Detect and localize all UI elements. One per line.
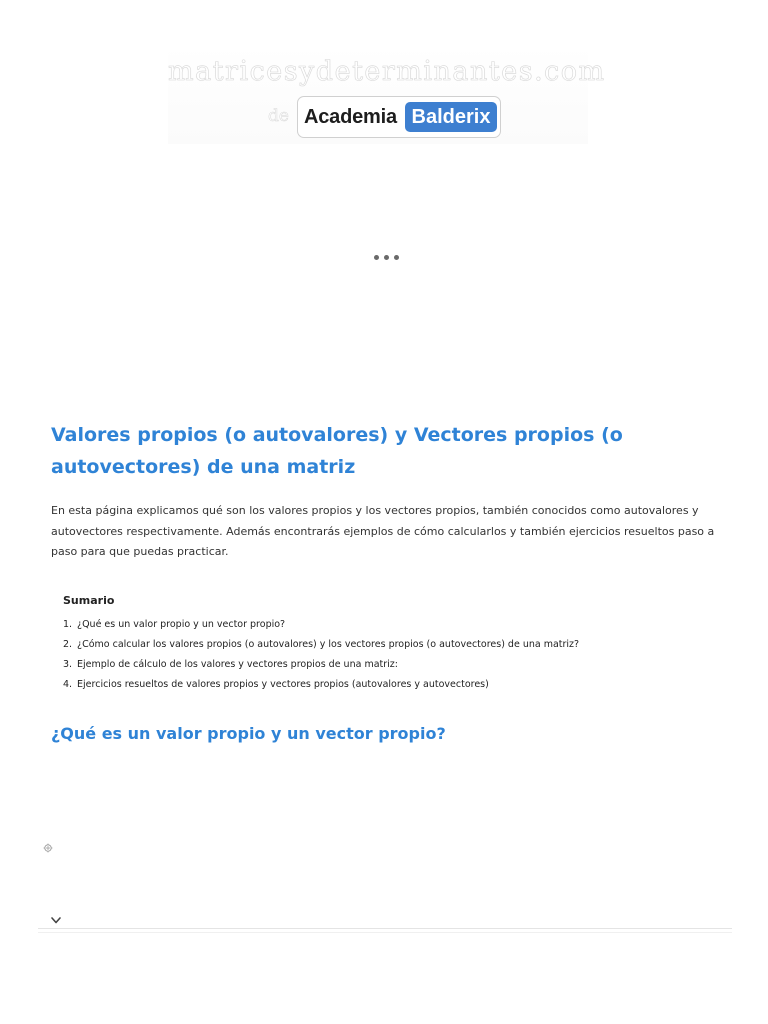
- toc-title: Sumario: [63, 594, 115, 607]
- toc-list: [63, 615, 723, 695]
- logo-badge[interactable]: [297, 96, 501, 138]
- toc-item-link[interactable]: ¿Cómo calcular los valores propios (o autovalores) y los vectores propios (o autovectores) de una matriz?: [77, 639, 580, 650]
- site-domain[interactable]: matricesydeterminantes.com: [168, 56, 606, 87]
- toc-item[interactable]: 1. ¿Qué es un valor propio y un vector propio?: [63, 619, 286, 630]
- toc-item-link[interactable]: ¿Qué es un valor propio y un vector propio?: [77, 619, 286, 630]
- logo-brand-balderix: Balderix: [405, 102, 497, 132]
- toc-item[interactable]: 3. Ejemplo de cálculo de los valores y vectores propios de una matriz:: [63, 659, 398, 670]
- logo-prefix: de: [268, 106, 289, 126]
- ellipsis-loading-icon: [374, 255, 404, 261]
- toc-item[interactable]: 2. ¿Cómo calcular los valores propios (o autovalores) y los vectores propios (o autovectores) de una matriz?: [63, 639, 580, 650]
- toc-item[interactable]: 4. Ejercicios resueltos de valores propios y vectores propios (autovalores y autovectores): [63, 679, 489, 690]
- chevron-down-icon[interactable]: [50, 916, 62, 925]
- page-title: Valores propios (o autovalores) y Vectores propios (o autovectores) de una matriz: [51, 424, 623, 478]
- gear-icon[interactable]: [43, 843, 53, 853]
- toc-item-link[interactable]: Ejemplo de cálculo de los valores y vectores propios de una matriz:: [77, 659, 398, 670]
- section-heading: ¿Qué es un valor propio y un vector propio?: [51, 724, 446, 743]
- toc-item-link[interactable]: Ejercicios resueltos de valores propios y vectores propios (autovalores y autovectores): [77, 679, 489, 690]
- site-header: [168, 44, 606, 144]
- intro-paragraph: En esta página explicamos qué son los valores propios y los vectores propios, también conocidos como autovalores y autovectores respectivamente. Además encontrarás ejemplos de cómo calcularlos y también ejercicios resueltos paso a paso para que puedas practicar.: [51, 504, 715, 558]
- bottom-divider: [38, 928, 732, 933]
- table-of-contents: [63, 593, 723, 695]
- logo-brand-academia: Academia: [304, 106, 397, 128]
